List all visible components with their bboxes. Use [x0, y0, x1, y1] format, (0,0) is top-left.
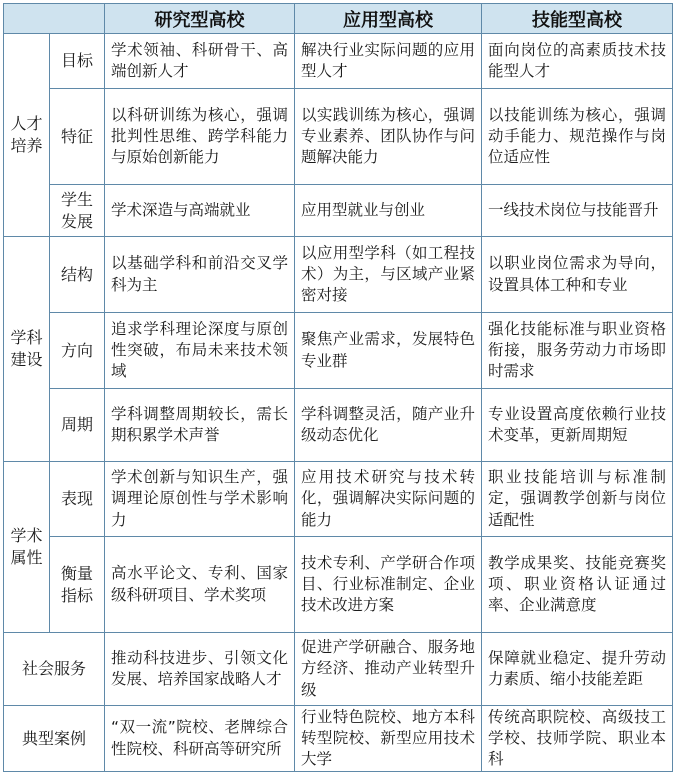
- cell-applied: 学科调整灵活，随产业升级动态优化: [295, 389, 482, 462]
- header-research: 研究型高校: [105, 4, 295, 34]
- cell-skill: 面向岗位的高素质技术技能型人才: [482, 34, 673, 89]
- row-label: 特征: [50, 89, 105, 185]
- cell-applied: 以应用型学科（如工程技术）为主，与区域产业紧密对接: [295, 237, 482, 313]
- table-row: [4, 389, 673, 462]
- category-academic: 学术属性: [4, 462, 50, 633]
- category-discipline: 学科建设: [4, 237, 50, 462]
- cell-research: 以基础学科和前沿交叉学科为主: [105, 237, 295, 313]
- row-label: 结构: [50, 237, 105, 313]
- cell-skill: 职业技能培训与标准制定，强调教学创新与岗位适配性: [482, 462, 673, 537]
- table-row: [4, 34, 673, 89]
- cell-research: “双一流”院校、老牌综合性院校、科研高等研究所: [105, 706, 295, 772]
- cell-applied: 应用型就业与创业: [295, 185, 482, 237]
- cell-research: 学术领袖、科研骨干、高端创新人才: [105, 34, 295, 89]
- cell-skill: 一线技术岗位与技能晋升: [482, 185, 673, 237]
- cell-skill: 教学成果奖、技能竞赛奖项、职业资格认证通过率、企业满意度: [482, 537, 673, 633]
- cell-skill: 强化技能标准与职业资格衔接，服务劳动力市场即时需求: [482, 313, 673, 389]
- cell-research: 学科调整周期较长，需长期积累学术声誉: [105, 389, 295, 462]
- comparison-table: [3, 3, 673, 772]
- cell-applied: 解决行业实际问题的应用型人才: [295, 34, 482, 89]
- row-label: 衡量指标: [50, 537, 105, 633]
- header-row: [4, 4, 673, 34]
- header-corner: [4, 4, 105, 34]
- table-row: [4, 462, 673, 537]
- cell-applied: 以实践训练为核心，强调专业素养、团队协作与问题解决能力: [295, 89, 482, 185]
- cell-research: 高水平论文、专利、国家级科研项目、学术奖项: [105, 537, 295, 633]
- row-label: 表现: [50, 462, 105, 537]
- category-typical-cases: 典型案例: [4, 706, 105, 772]
- cell-skill: 以职业岗位需求为导向，设置具体工种和专业: [482, 237, 673, 313]
- cell-skill: 专业设置高度依赖行业技术变革，更新周期短: [482, 389, 673, 462]
- table-row: [4, 89, 673, 185]
- cell-applied: 行业特色院校、地方本科转型院校、新型应用技术大学: [295, 706, 482, 772]
- table-row: [4, 706, 673, 772]
- cell-applied: 促进产学研融合、服务地方经济、推动产业转型升级: [295, 633, 482, 706]
- header-skill: 技能型高校: [482, 4, 673, 34]
- cell-skill: 以技能训练为核心，强调动手能力、规范操作与岗位适应性: [482, 89, 673, 185]
- cell-skill: 传统高职院校、高级技工学校、技师学院、职业本科: [482, 706, 673, 772]
- cell-applied: 应用技术研究与技术转化，强调解决实际问题的能力: [295, 462, 482, 537]
- table-row: [4, 537, 673, 633]
- table-row: [4, 237, 673, 313]
- cell-research: 追求学科理论深度与原创性突破，布局未来技术领域: [105, 313, 295, 389]
- cell-applied: 聚焦产业需求，发展特色专业群: [295, 313, 482, 389]
- cell-applied: 技术专利、产学研合作项目、行业标准制定、企业技术改进方案: [295, 537, 482, 633]
- cell-skill: 保障就业稳定、提升劳动力素质、缩小技能差距: [482, 633, 673, 706]
- cell-research: 学术深造与高端就业: [105, 185, 295, 237]
- row-label: 目标: [50, 34, 105, 89]
- category-social-service: 社会服务: [4, 633, 105, 706]
- cell-research: 推动科技进步、引领文化发展、培养国家战略人才: [105, 633, 295, 706]
- table-row: [4, 185, 673, 237]
- row-label: 学生发展: [50, 185, 105, 237]
- row-label: 方向: [50, 313, 105, 389]
- cell-research: 学术创新与知识生产，强调理论原创性与学术影响力: [105, 462, 295, 537]
- header-applied: 应用型高校: [295, 4, 482, 34]
- table-row: [4, 313, 673, 389]
- category-talent: 人才培养: [4, 34, 50, 237]
- cell-research: 以科研训练为核心，强调批判性思维、跨学科能力与原始创新能力: [105, 89, 295, 185]
- table-row: [4, 633, 673, 706]
- row-label: 周期: [50, 389, 105, 462]
